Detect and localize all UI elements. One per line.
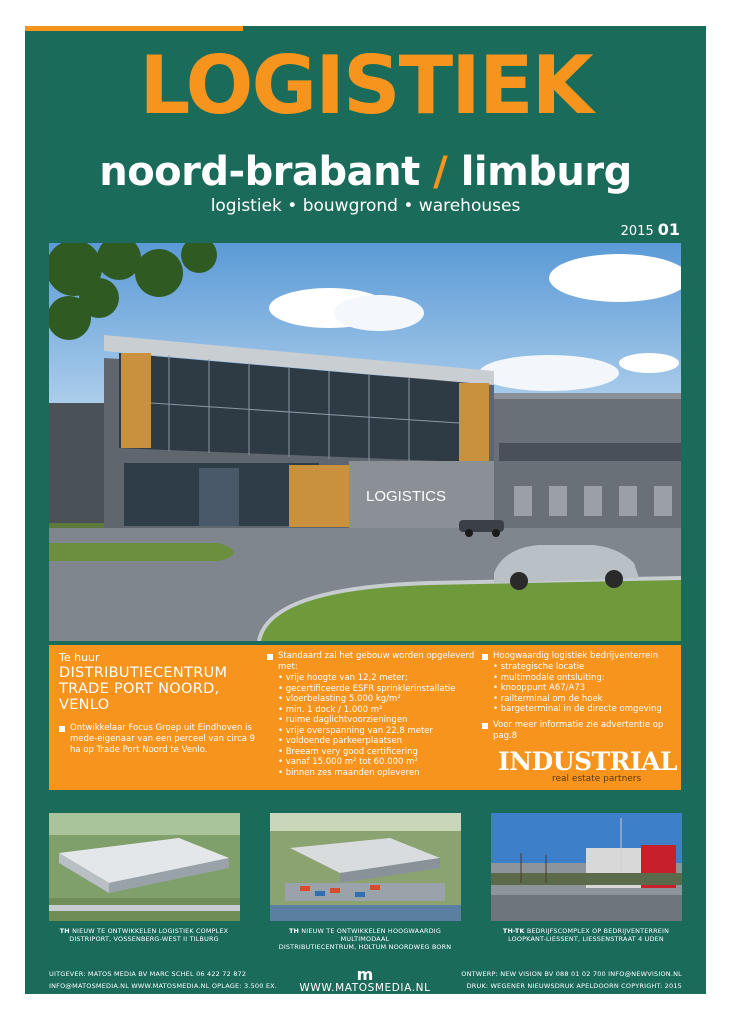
listing-column-3 [482, 651, 677, 742]
standard-item: • Breeam very good certificering [278, 746, 418, 757]
thumbnail-caption-3 [486, 927, 686, 943]
multimodal-dc-illustration [270, 813, 461, 921]
standard-item: • ruime daglichtvoorzieningen [278, 715, 408, 725]
park-item: • knooppunt A67/A73 [493, 683, 586, 693]
standard-item: • min. 1 dock / 1.000 m² [278, 704, 383, 715]
hero-image [49, 243, 681, 641]
thumbnail-2 [270, 813, 461, 921]
standard-heading: Standaard zal het gebouw worden opgeleverd met: [267, 651, 477, 673]
thumbnail-3 [491, 813, 682, 921]
aerial-warehouse-illustration [49, 813, 240, 921]
publisher-line-2: INFO@MATOSMEDIA.NL WWW.MATOSMEDIA.NL OPLAGE: 3.500 EX. [49, 982, 278, 990]
website-link[interactable]: WWW.MATOSMEDIA.NL [299, 982, 431, 994]
design-print-info [461, 968, 682, 992]
park-item: • multimodale ontsluiting: [493, 672, 605, 683]
issue-year: 2015 [620, 224, 654, 239]
design-line-2: DRUK: WEGENER NIEUWSDRUK APELDOORN COPYRIGHT: 2015 [466, 982, 682, 990]
building-sign: LOGISTICS [366, 488, 447, 505]
listing-intro: Ontwikkelaar Focus Groep uit Eindhoven is mede-eigenaar van een perceel van circa 9 ha op Trade Port Noord te Venlo. [59, 723, 259, 756]
caption-line-2: LOOPKANT-LIESSENT, LIESSENSTRAAT 4 UDEN [508, 935, 664, 943]
standard-item: • voldoende parkeerplaatsen [278, 736, 403, 746]
standard-item: • gecertificeerde ESFR sprinklerinstallatie [278, 683, 456, 694]
caption-line-2: DISTRIBUTIECENTRUM, HOLTUM NOORDWEG BORN [278, 943, 452, 951]
brand-name: INDUSTRIAL [498, 747, 678, 776]
matosmedia-logo [265, 965, 465, 994]
more-info: Voor meer informatie zie advertentie op pag.8 [482, 720, 677, 742]
thumbnail-1 [49, 813, 240, 921]
warehouse-rendering [49, 243, 681, 641]
caption-line-1: BEDRIJFSCOMPLEX OP BEDRIJVENTERREIN [526, 927, 670, 935]
caption-line-1: NIEUW TE ONTWIKKELEN HOOGWAARDIG MULTIMODAAL [301, 927, 442, 943]
subtitle-region-1: noord-brabant [99, 149, 420, 195]
park-item: • bargeterminal in de directe omgeving [493, 704, 662, 714]
subtitle-slash: / [433, 149, 448, 195]
top-accent-strip [25, 26, 243, 31]
listing-info-box [49, 645, 681, 790]
park-item: • strategische locatie [493, 662, 585, 672]
listing-column-1 [59, 651, 259, 756]
listing-title-line-1: DISTRIBUTIECENTRUM [59, 665, 228, 681]
standard-item: • vrije overspanning van 22,8 meter [278, 725, 434, 736]
standard-item: • vloerbelasting 5.000 kg/m² [278, 694, 401, 704]
industrial-logo [498, 749, 678, 784]
park-item: • railterminal om de hoek [493, 693, 603, 704]
thumbnail-caption-2 [265, 927, 465, 951]
issue-no: 01 [657, 220, 680, 239]
listing-label: Te huur [59, 651, 100, 664]
issue-number [621, 220, 680, 239]
caption-code: TH [59, 927, 70, 935]
brand-tagline: real estate partners [552, 774, 642, 784]
business-complex-photo [491, 813, 682, 921]
publisher-info [49, 968, 277, 992]
logo-mark: m [356, 965, 374, 984]
design-line-1: ONTWERP: NEW VISION BV 088 01 02 700 INFO@NEWVISION.NL [461, 970, 682, 978]
magazine-subtitle [25, 149, 706, 195]
subtitle-region-2: limburg [460, 149, 632, 195]
standard-item: • vrije hoogte van 12,2 meter; [278, 673, 408, 683]
standard-item: • binnen zes maanden opleveren [278, 767, 420, 778]
caption-code: TH-TK [502, 927, 525, 935]
listing-title-line-3: VENLO [59, 697, 110, 713]
thumbnail-caption-1 [44, 927, 244, 943]
tagline: logistiek • bouwgrond • warehouses [210, 196, 521, 216]
standard-item: • vanaf 15.000 m² tot 60.000 m² [278, 757, 418, 767]
publisher-line-1: UITGEVER: MATOS MEDIA BV MARC SCHEL 06 422 72 872 [49, 970, 247, 978]
caption-line-1: NIEUW TE ONTWIKKELEN LOGISTIEK COMPLEX [72, 927, 229, 935]
listing-title-line-2: TRADE PORT NOORD, [59, 681, 220, 697]
caption-line-2: DISTRIPORT, VOSSENBERG-WEST II TILBURG [69, 935, 219, 943]
listing-column-2 [267, 651, 477, 778]
cover-page [25, 26, 706, 994]
magazine-title: LOGISTIEK [139, 39, 592, 132]
park-heading: Hoogwaardig logistiek bedrijventerrein [482, 651, 677, 662]
caption-code: TH [288, 927, 300, 935]
